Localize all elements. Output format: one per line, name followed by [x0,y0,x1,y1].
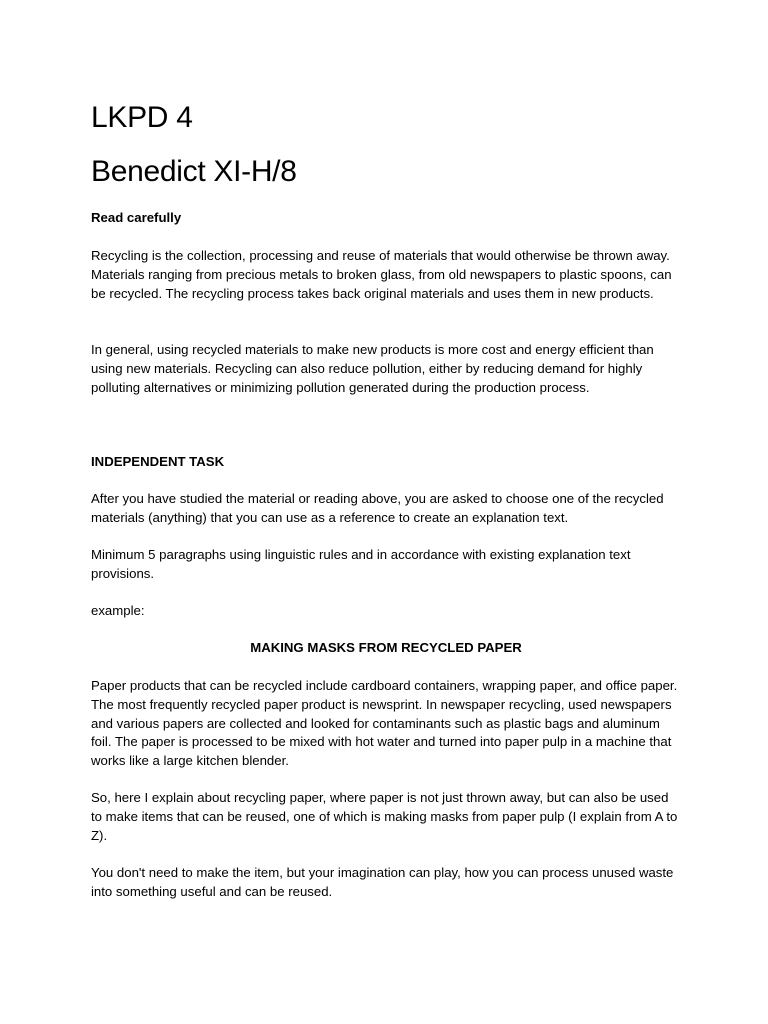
task-paragraph-2: Minimum 5 paragraphs using linguistic rules and in accordance with existing explanation text provisions. [91,547,631,581]
independent-task-heading: INDEPENDENT TASK [91,454,225,469]
example-label: example: [91,603,145,618]
document-subtitle: Benedict XI-H/8 [91,155,297,188]
reading-paragraph-2: In general, using recycled materials to make new products is more cost and energy efficient than using new materials. Recycling can also reduce pollution, either by reducing demand for highly polluting alternatives or minimizing pollution generated during the production process. [91,342,654,395]
reading-paragraph-1: Recycling is the collection, processing and reuse of materials that would otherwise be thrown away. Materials ranging from precious metals to broken glass, from old newspapers to plastic spoons, can be recycled. The recycling process takes back original materials and uses them in new products. [91,248,672,301]
document-title: LKPD 4 [91,101,193,134]
example-paragraph-3: You don't need to make the item, but your imagination can play, how you can process unused waste into something useful and can be reused. [91,865,674,899]
example-paragraph-2: So, here I explain about recycling paper, where paper is not just thrown away, but can also be used to make items that can be reused, one of which is making masks from paper pulp (I explain from A to Z). [91,790,678,843]
example-paragraph-1: Paper products that can be recycled include cardboard containers, wrapping paper, and office paper. The most frequently recycled paper product is newsprint. In newspaper recycling, used newspapers and various papers are collected and looked for contaminants such as plastic bags and aluminum foil. The paper is processed to be mixed with hot water and turned into paper pulp in a machine that works like a large kitchen blender. [91,678,678,769]
read-carefully-label: Read carefully [91,210,182,225]
task-paragraph-1: After you have studied the material or reading above, you are asked to choose one of the recycled materials (anything) that you can use as a reference to create an explanation text. [91,491,664,525]
example-heading: MAKING MASKS FROM RECYCLED PAPER [250,640,522,655]
